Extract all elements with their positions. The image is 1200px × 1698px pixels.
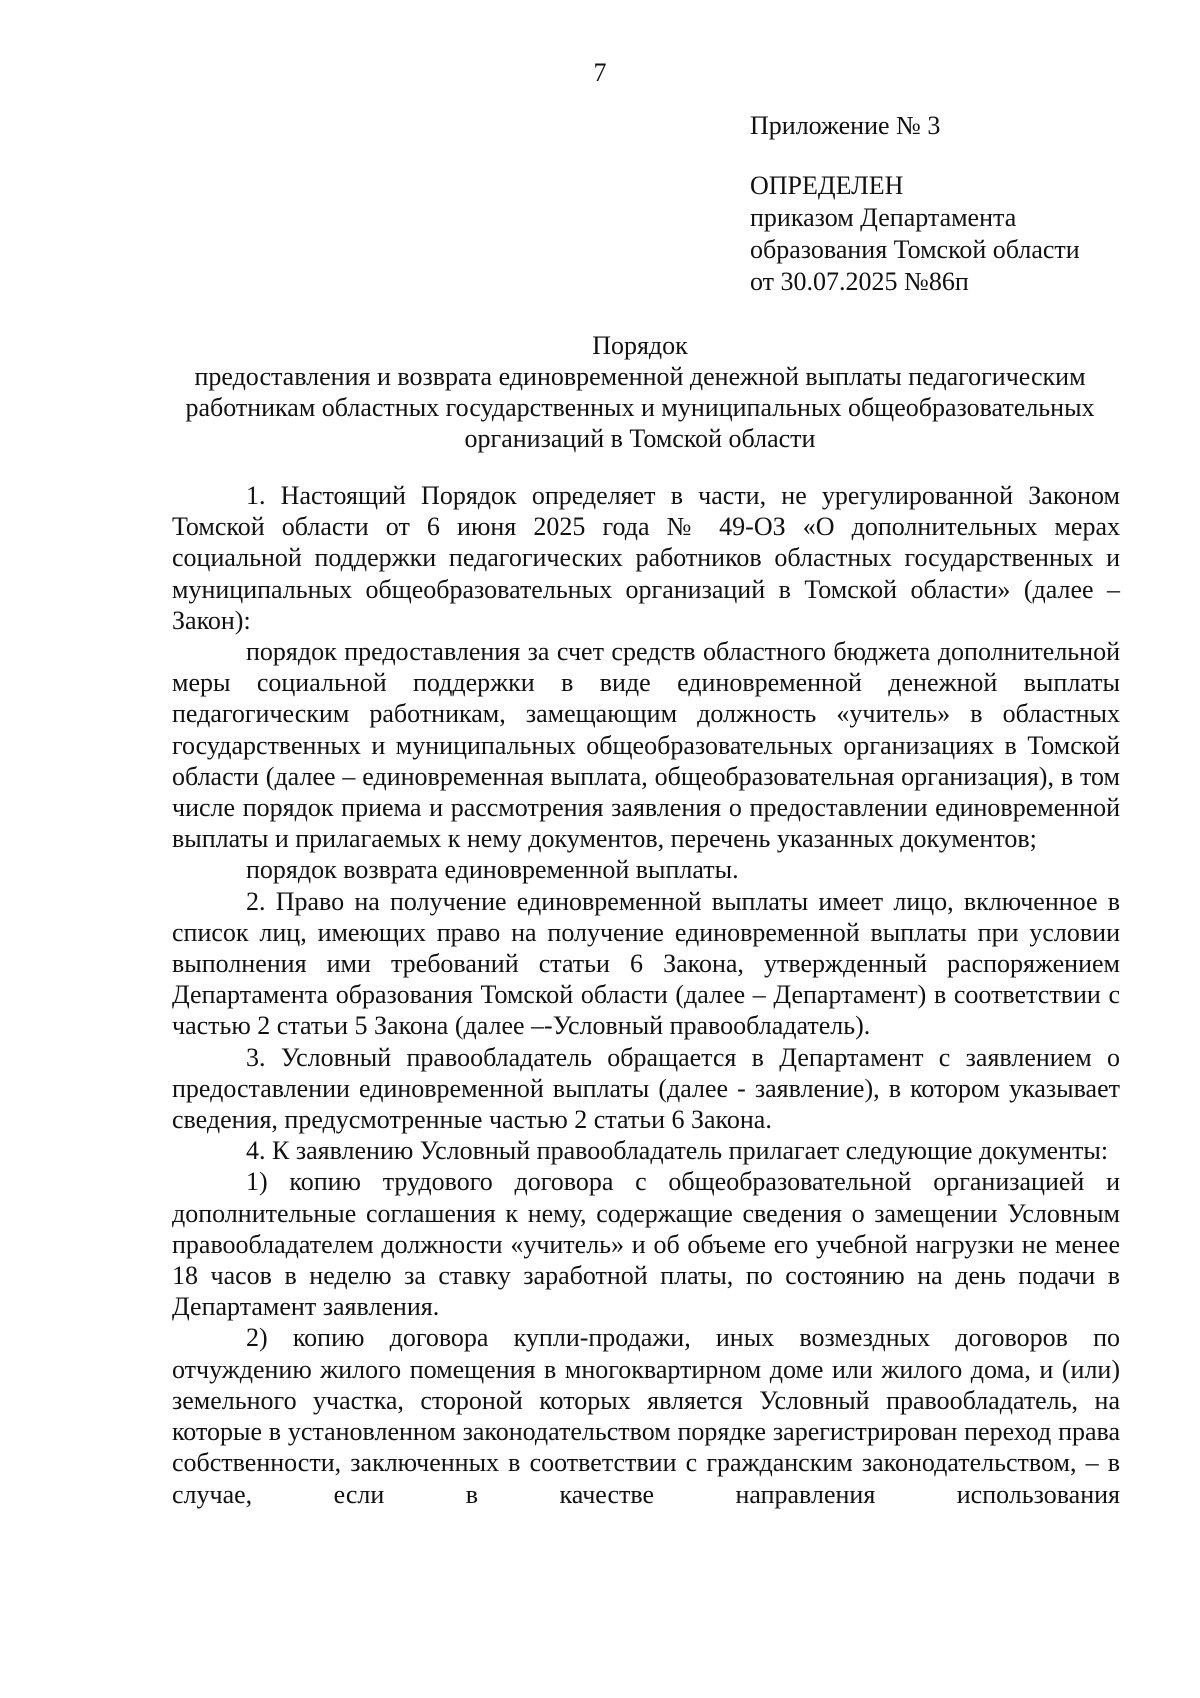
paragraph-4: 4. К заявлению Условный правообладатель прилагает следующие документы: [246, 1136, 1109, 1166]
paragraph-1: 1. Настоящий Порядок определяет в части, не урегулированной Законом Томской области от 6 июня 2025 года № 49-ОЗ «О дополнительных мерах социальной поддержки педагогических работников областных государственных и муниципальных общеобразовательных организаций в Томской области» (далее – Закон): [172, 481, 1120, 635]
approval-block [750, 110, 1170, 298]
paragraph-1-item-a: порядок предоставления за счет средств областного бюджета дополнительной меры социальной поддержки в виде единовременной денежной выплаты педагогическим работникам, замещающим должность «учитель» в областных государственных и муниципальных общеобразовательных организациях в Томской области (далее – единовременная выплата, общеобразовательная организация), в том числе порядок приема и рассмотрения заявления о предоставлении единовременной выплаты и прилагаемых к нему документов, перечень указанных документов; [172, 637, 1120, 854]
title-heading: Порядок [592, 331, 688, 360]
document-body [172, 480, 1120, 1510]
approval-status: ОПРЕДЕЛЕН [750, 171, 904, 200]
page-number: 7 [593, 58, 607, 87]
paragraph-3: 3. Условный правообладатель обращается в Департамент с заявлением о предоставлении единовременной выплаты (далее - заявление), в котором указывает сведения, предусмотренные частью 2 статьи 6 Закона. [172, 1042, 1120, 1135]
approval-line: от 30.07.2025 №86п [750, 267, 969, 296]
approval-line: образования Томской области [750, 235, 1080, 264]
paragraph-2: 2. Право на получение единовременной выплаты имеет лицо, включенное в список лиц, имеющих право на получение единовременной выплаты при условии выполнения ими требований статьи 6 Закона, утвержденный распоряжением Департамента образования Томской области (далее – Департамент) в соответствии с частью 2 статьи 5 Закона (далее –-Условный правообладатель). [172, 886, 1120, 1041]
title-line: работникам областных государственных и муниципальных общеобразовательных [185, 393, 1095, 422]
paragraph-4-item-1: 1) копию трудового договора с общеобразовательной организацией и дополнительные соглашения к нему, содержащие сведения о замещении Условным правообладателем должности «учитель» и об объеме его учебной нагрузки не менее 18 часов в неделю за ставку заработной платы, по состоянию на день подачи в Департамент заявления. [172, 1167, 1120, 1322]
document-title [160, 330, 1120, 454]
approval-line: приказом Департамента [750, 203, 1017, 232]
title-line: предоставления и возврата единовременной денежной выплаты педагогическим [194, 362, 1086, 391]
title-line: организаций в Томской области [464, 424, 816, 453]
annex-label: Приложение № 3 [750, 111, 941, 140]
paragraph-4-item-2: 2) копию договора купли-продажи, иных возмездных договоров по отчуждению жилого помещения в многоквартирном доме или жилого дома, и (или) земельного участка, стороной которых является Условный правообладатель, на которые в установленном законодательством порядке зарегистрирован переход права собственности, заключенных в соответствии с гражданским законодательством, – в случае, если в качестве направления использования [172, 1323, 1120, 1509]
paragraph-1-item-b: порядок возврата единовременной выплаты. [246, 855, 739, 885]
